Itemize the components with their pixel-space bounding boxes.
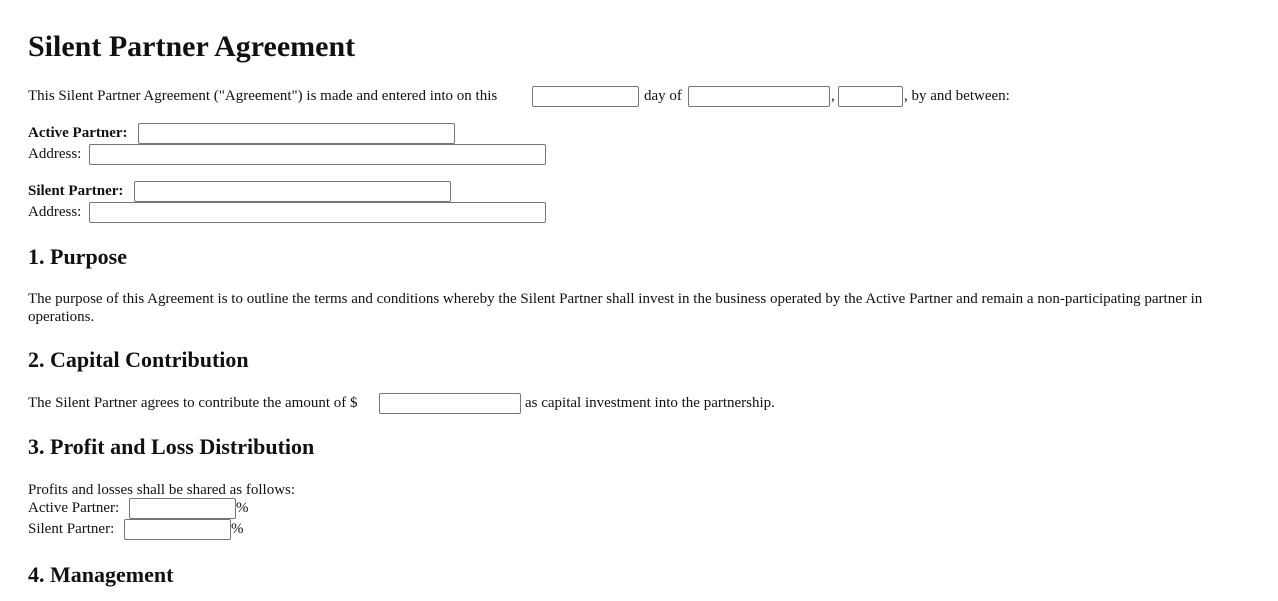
month-field[interactable] xyxy=(688,86,830,107)
active-partner-name-field[interactable] xyxy=(138,123,455,144)
silent-share-label: Silent Partner: xyxy=(28,521,115,537)
section-heading-capital: 2. Capital Contribution xyxy=(28,347,249,372)
section-heading-profit-loss: 3. Profit and Loss Distribution xyxy=(28,434,315,459)
date-comma: , xyxy=(831,88,835,104)
silent-partner-address-field[interactable] xyxy=(89,202,546,223)
intro-text: This Silent Partner Agreement ("Agreement") is made and entered into on this xyxy=(28,88,498,104)
day-field[interactable] xyxy=(532,86,639,107)
silent-share-percent: % xyxy=(231,521,244,537)
year-field[interactable] xyxy=(838,86,903,107)
active-share-field[interactable] xyxy=(129,498,236,519)
active-partner-address-field[interactable] xyxy=(89,144,546,165)
silent-share-field[interactable] xyxy=(124,519,231,540)
page-title: Silent Partner Agreement xyxy=(28,30,356,63)
purpose-text: The purpose of this Agreement is to outline the terms and conditions whereby the Silent Partner shall invest in the business operated by the Active Partner and remain a non-participating partner in operations. xyxy=(28,291,1203,325)
active-share-percent: % xyxy=(236,500,249,516)
active-partner-address-label: Address: xyxy=(28,146,82,162)
capital-amount-field[interactable] xyxy=(379,393,521,414)
section-heading-purpose: 1. Purpose xyxy=(28,244,127,269)
active-share-label: Active Partner: xyxy=(28,500,120,516)
capital-text: The Silent Partner agrees to contribute the amount of $ xyxy=(28,395,358,411)
day-of-text: day of xyxy=(644,88,682,104)
silent-partner-name-field[interactable] xyxy=(134,181,451,202)
profit-loss-intro: Profits and losses shall be shared as follows: xyxy=(28,482,296,498)
silent-partner-address-label: Address: xyxy=(28,204,82,220)
silent-partner-label: Silent Partner: xyxy=(28,183,124,199)
active-partner-label: Active Partner: xyxy=(28,125,128,141)
section-heading-management: 4. Management xyxy=(28,562,174,587)
intro-suffix: , by and between: xyxy=(904,88,1010,104)
capital-suffix: as capital investment into the partnership. xyxy=(525,395,775,411)
